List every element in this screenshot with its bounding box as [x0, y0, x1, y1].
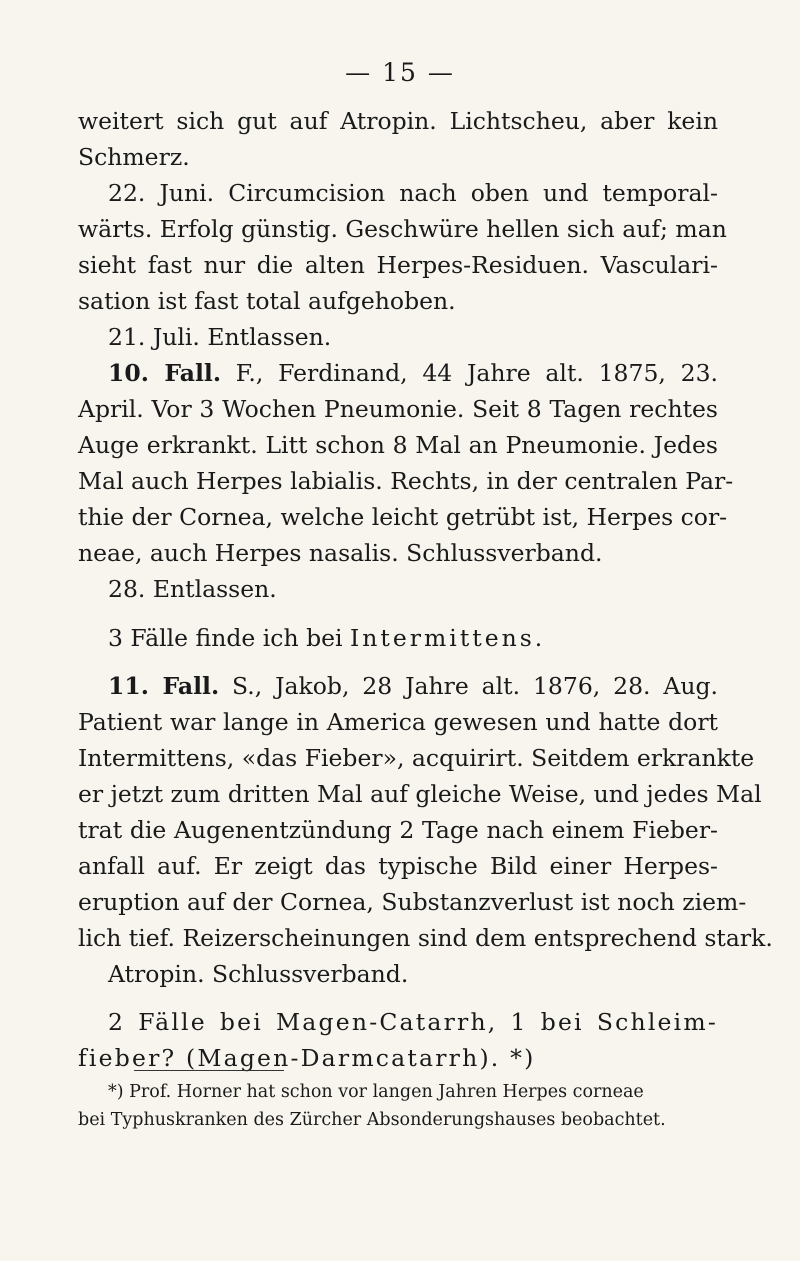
case-label: 11. Fall. [108, 672, 220, 700]
text-line: Schmerz. [78, 143, 190, 171]
text-line: wärts. Erfolg günstig. Geschwüre hellen sich auf; man [78, 215, 727, 243]
text-line: 22. Juni. Circumcision nach oben und temporal- [108, 179, 718, 207]
section-heading: 2 Fälle bei Magen-Catarrh, 1 bei Schleim- [108, 1008, 718, 1036]
text-line: er jetzt zum dritten Mal auf gleiche Weise, und jedes Mal [78, 780, 762, 808]
text-line: eruption auf der Cornea, Substanzverlust ist noch ziem- [78, 888, 747, 916]
case-text: S., Jakob, 28 Jahre alt. 1876, 28. Aug. [232, 672, 718, 700]
text-line: neae, auch Herpes nasalis. Schlussverband. [78, 539, 603, 567]
case-text: F., Ferdinand, 44 Jahre alt. 1875, 23. [235, 359, 718, 387]
text-line: Mal auch Herpes labialis. Rechts, in der centralen Par- [78, 467, 734, 495]
case-label: 10. Fall. [108, 359, 221, 387]
text-line: anfall auf. Er zeigt das typische Bild einer Herpes- [78, 852, 718, 880]
text-line: trat die Augenentzündung 2 Tage nach einem Fieber- [78, 816, 718, 844]
footnote-line: bei Typhuskranken des Zürcher Absonderungshauses beobachtet. [78, 1110, 666, 1130]
text-line: sation ist fast total aufgehoben. [78, 287, 456, 315]
section-text: 3 Fälle finde ich bei [108, 624, 343, 652]
text-line: April. Vor 3 Wochen Pneumonie. Seit 8 Tagen rechtes [78, 395, 718, 423]
text-line: lich tief. Reizerscheinungen sind dem entsprechend stark. [78, 924, 773, 952]
text-line: sieht fast nur die alten Herpes-Residuen. Vasculari- [78, 251, 718, 279]
case-heading-line [108, 355, 718, 391]
footnote-rule [134, 1070, 284, 1071]
text-line: thie der Cornea, welche leicht getrübt ist, Herpes cor- [78, 503, 728, 531]
text-line: Atropin. Schlussverband. [108, 960, 409, 988]
section-heading: fieber? (Magen-Darmcatarrh). *) [78, 1044, 536, 1072]
text-line: weitert sich gut auf Atropin. Lichtscheu, aber kein [78, 107, 718, 135]
case-heading-line [108, 668, 718, 704]
page-number: — 15 — [345, 58, 455, 87]
section-term: Intermittens. [350, 624, 546, 652]
text-line: Patient war lange in America gewesen und hatte dort [78, 708, 718, 736]
footnote-line: *) Prof. Horner hat schon vor langen Jahren Herpes corneae [108, 1082, 644, 1102]
text-line: 28. Entlassen. [108, 575, 277, 603]
text-line: Auge erkrankt. Litt schon 8 Mal an Pneumonie. Jedes [78, 431, 718, 459]
text-line: 21. Juli. Entlassen. [108, 323, 332, 351]
text-line: Intermittens, «das Fieber», acquirirt. Seitdem erkrankte [78, 744, 755, 772]
section-heading [108, 620, 748, 656]
